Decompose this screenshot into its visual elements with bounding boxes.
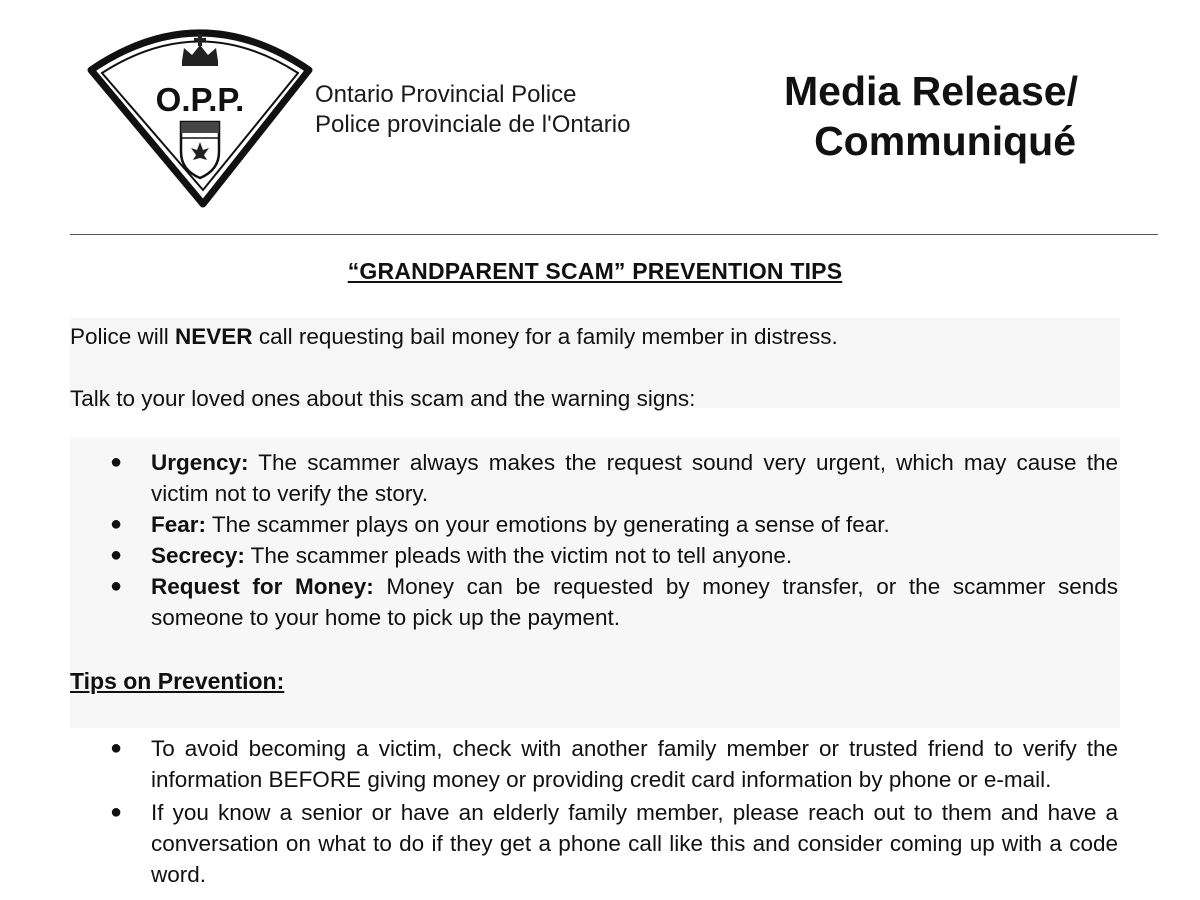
list-item-text: The scammer plays on your emotions by generating a sense of fear. (206, 512, 890, 537)
logo-text: O.P.P. (155, 81, 245, 118)
organization-name (315, 80, 630, 140)
org-name-english: Ontario Provincial Police (315, 81, 577, 108)
intro-paragraph-1 (70, 322, 838, 352)
header-divider (70, 234, 1158, 235)
list-item-label: Request for Money: (151, 574, 374, 599)
opp-logo (85, 18, 315, 208)
prevention-list (0, 733, 1118, 890)
intro-paragraph-2: Talk to your loved ones about this scam and the warning signs: (70, 386, 696, 411)
list-item (0, 509, 1118, 540)
list-item-text: The scammer pleads with the victim not to tell anyone. (244, 543, 793, 568)
bullet-icon: ● (110, 544, 123, 566)
bullet-icon: ● (110, 801, 123, 823)
release-line-2: Communiqué (814, 118, 1076, 164)
release-line-1: Media Release/ (784, 68, 1078, 114)
media-release-heading (784, 66, 1078, 166)
intro-text: Police will (70, 324, 176, 349)
list-item-label: Urgency: (151, 450, 249, 475)
prevention-heading: Tips on Prevention: (70, 668, 285, 694)
intro-emphasis: NEVER (175, 324, 253, 349)
list-item-text: If you know a senior or have an elderly family member, please reach out to them and have a conversation on what to do if they get a phone call like this and consider coming up with a code word. (151, 800, 1118, 887)
bullet-icon: ● (110, 451, 123, 473)
document-title: “GRANDPARENT SCAM” PREVENTION TIPS (347, 258, 843, 284)
bullet-icon: ● (110, 513, 123, 535)
list-item-text: Money can be requested by money transfer, or the scammer sends someone to your home to pick up the payment. (151, 574, 1119, 630)
list-item (0, 540, 1118, 571)
list-item-text: The scammer always makes the request sound very urgent, which may cause the victim not to verify the story. (151, 450, 1118, 506)
list-item (0, 571, 1118, 633)
warning-signs-list (0, 447, 1118, 633)
list-item (0, 733, 1118, 795)
list-item (0, 447, 1118, 509)
list-item (0, 797, 1118, 890)
org-name-french: Police provinciale de l'Ontario (315, 111, 631, 138)
shield-icon (181, 122, 219, 178)
bullet-icon: ● (110, 737, 123, 759)
intro-text: call requesting bail money for a family member in distress. (252, 324, 838, 349)
list-item-text: To avoid becoming a victim, check with another family member or trusted friend to verify the information BEFORE giving money or providing credit card information by phone or e-mail. (151, 736, 1118, 792)
list-item-label: Secrecy: (151, 543, 245, 568)
bullet-icon: ● (110, 575, 123, 597)
list-item-label: Fear: (151, 512, 207, 537)
